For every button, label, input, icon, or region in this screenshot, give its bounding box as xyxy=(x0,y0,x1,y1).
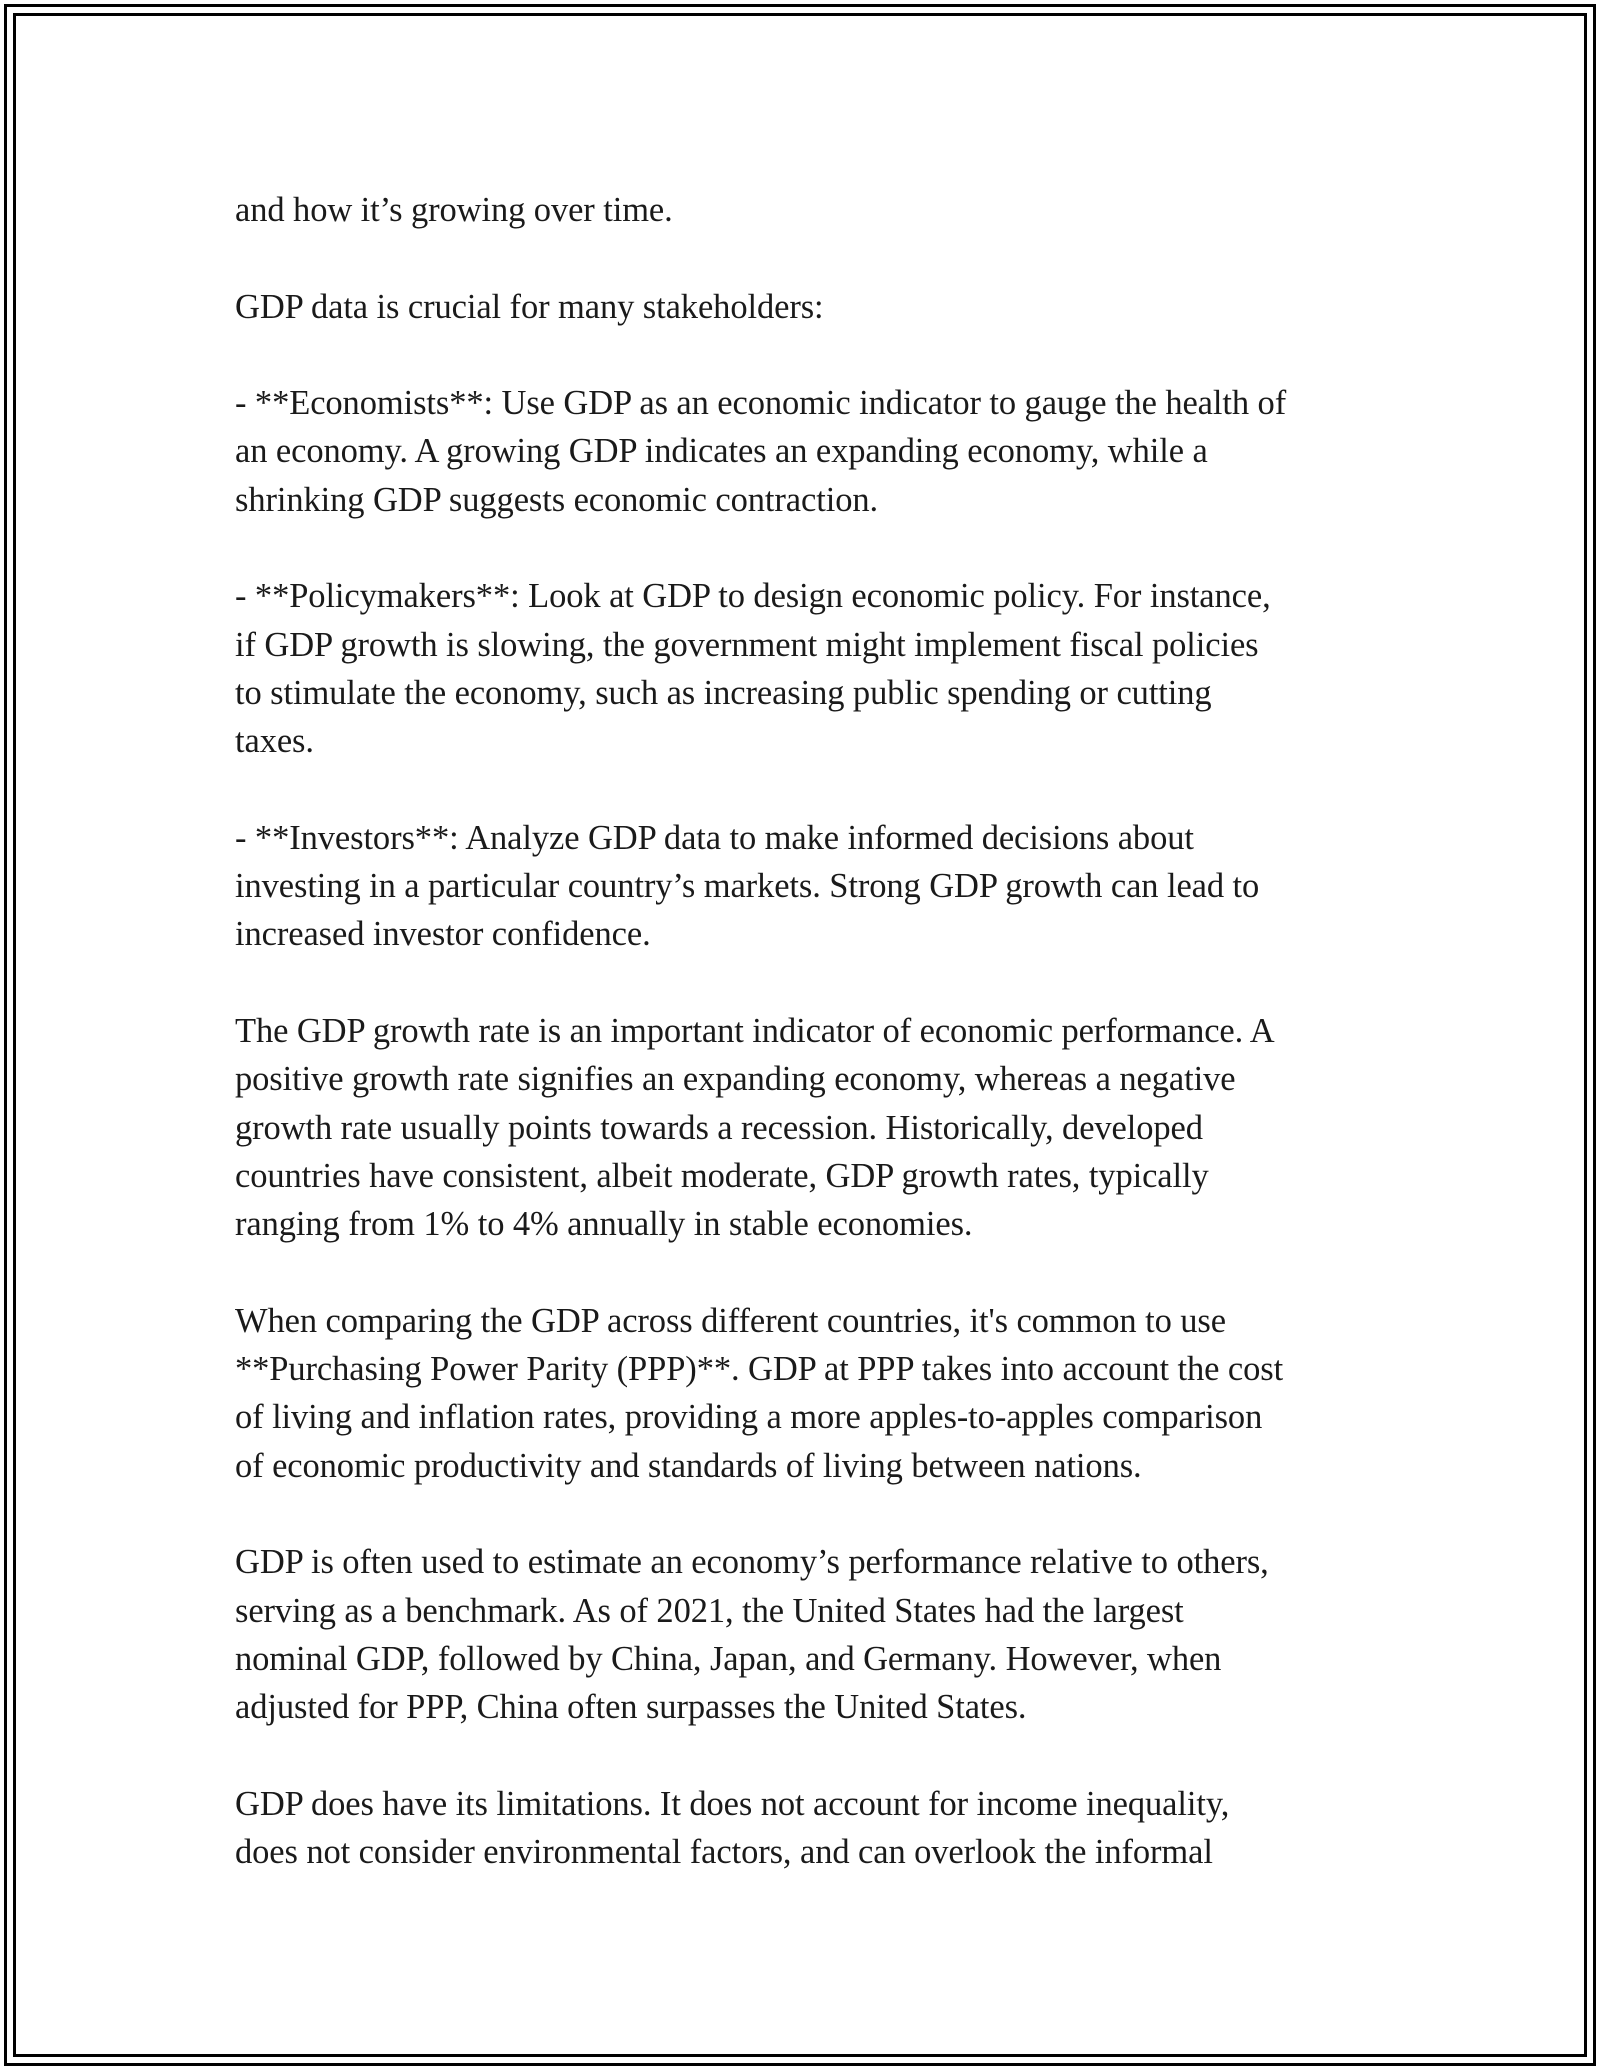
paragraph-gap xyxy=(235,766,1385,814)
paragraph-benchmark: GDP is often used to estimate an economy’s performance relative to others, serving as a benchmark. As of 2021, the United States had the largest nominal GDP, followed by China, Japan, and Germany. However, when adjusted for PPP, China often surpasses the United States. xyxy=(235,1543,1269,1727)
paragraph-gap xyxy=(235,1490,1385,1538)
paragraph-growth-rate: The GDP growth rate is an important indicator of economic performance. A positive growth rate signifies an expanding economy, whereas a negative growth rate usually points towards a recession. Historically, developed countries have consistent, albeit moderate, GDP growth rates, typically ranging from 1% to 4% annually in stable economies. xyxy=(235,1012,1275,1244)
paragraph-gap xyxy=(235,234,1385,282)
paragraph-gap xyxy=(235,331,1385,379)
paragraph-growth-over-time: and how it’s growing over time. xyxy=(235,191,673,229)
document-body xyxy=(235,186,1385,1876)
list-item-investors: - **Investors**: Analyze GDP data to make informed decisions about investing in a particular country’s markets. Strong GDP growth can lead to increased investor confidence. xyxy=(235,818,1260,954)
paragraph-stakeholders-intro: GDP data is crucial for many stakeholders: xyxy=(235,287,824,326)
paragraph-gap xyxy=(235,959,1385,1007)
paragraph-gap xyxy=(235,1732,1385,1780)
list-item-policymakers: - **Policymakers**: Look at GDP to design economic policy. For instance, if GDP growth is slowing, the government might implement fiscal policies to stimulate the economy, such as increasing public spending or cutting taxes. xyxy=(235,577,1271,761)
paragraph-limitations: GDP does have its limitations. It does not account for income inequality, does not consider environmental factors, and can overlook the informal xyxy=(235,1784,1230,1872)
paragraph-gap xyxy=(235,1249,1385,1297)
paragraph-gap xyxy=(235,524,1385,572)
list-item-economists: - **Economists**: Use GDP as an economic indicator to gauge the health of an economy. A growing GDP indicates an expanding economy, while a shrinking GDP suggests economic contraction. xyxy=(235,384,1287,519)
paragraph-ppp: When comparing the GDP across different countries, it's common to use **Purchasing Power Parity (PPP)**. GDP at PPP takes into account the cost of living and inflation rates, providing a more apples-to-apples comparison of economic productivity and standards of living between nations. xyxy=(235,1301,1284,1485)
